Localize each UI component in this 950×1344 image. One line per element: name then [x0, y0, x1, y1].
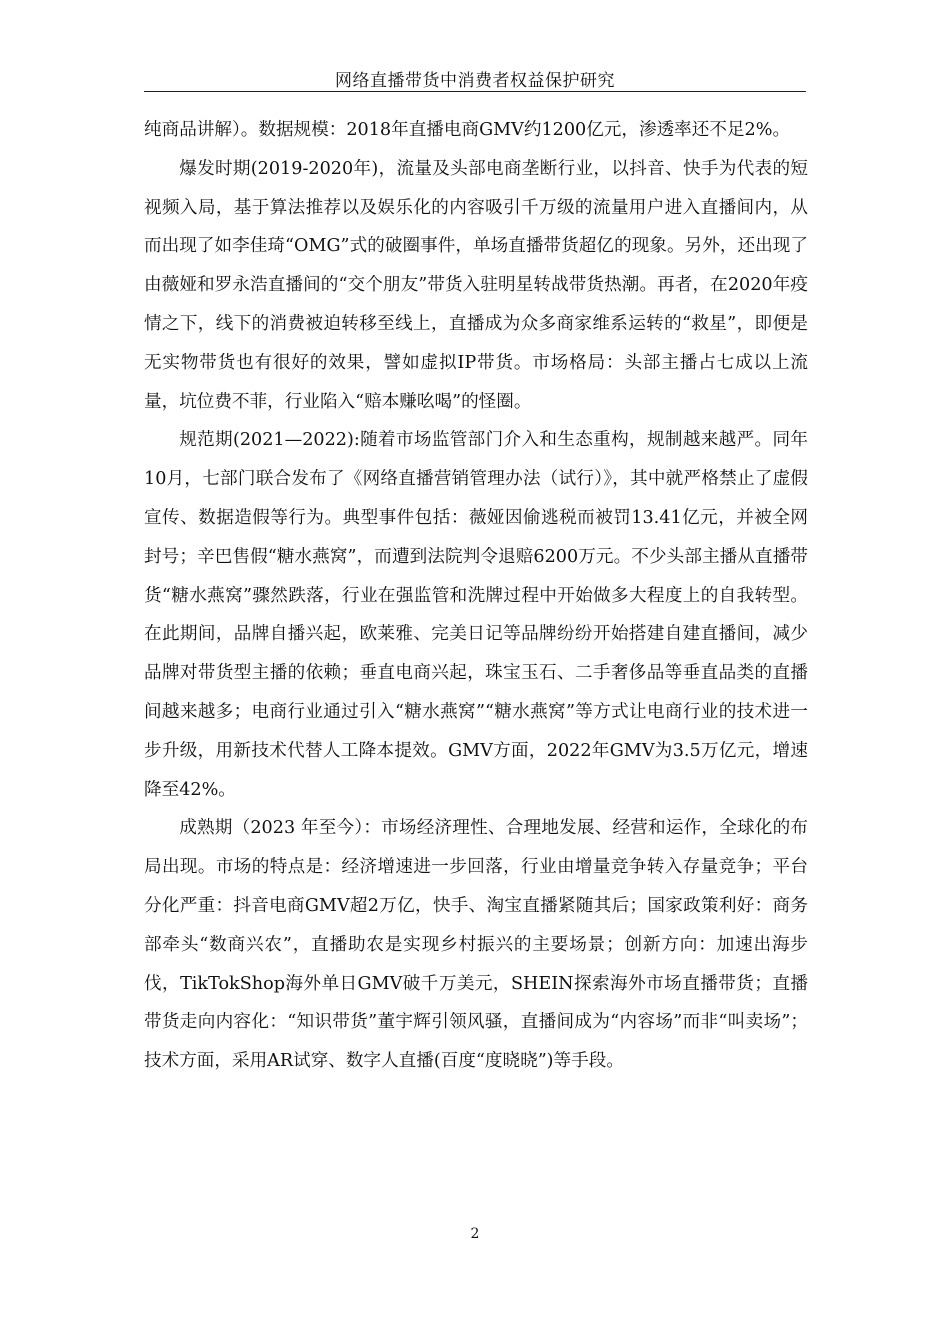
running-header-title: 网络直播带货中消费者权益保护研究 — [335, 71, 615, 91]
paragraph-regulation-period: 规范期(2021—2022):随着市场监管部门介入和生态重构，规制越来越严。同年10月，七部门联合发布了《网络直播营销管理办法（试行）》，其中就严格禁止了虚假宣传、数据造假等行为。典型事件包括：薇娅因偷逃税而被罚13.41亿元，并被全网封号；辛巴售假“糖水燕窝”，而遭到法院判令退赔6200万元。不少头部主播从直播带货“糖水燕窝”骤然跌落，行业在强监管和洗牌过程中开始做多大程度上的自我转型。在此期间，品牌自播兴起，欧莱雅、完美日记等品牌纷纷开始搭建自建直播间，减少品牌对带货型主播的依赖；垂直电商兴起，珠宝玉石、二手奢侈品等垂直品类的直播间越来越多；电商行业通过引入“糖水燕窝”“糖水燕窝”等方式让电商行业的技术进一步升级，用新技术代替人工降本提效。GMV方面，2022年GMV为3.5万亿元，增速降至42%。 — [144, 430, 808, 800]
paragraph-continued: 纯商品讲解）。数据规模：2018年直播电商GMV约1200亿元，渗透率还不足2%。 — [144, 120, 791, 140]
body-text — [144, 111, 808, 1081]
paragraph-maturity-period: 成熟期（2023 年至今）：市场经济理性、合理地发展、经营和运作，全球化的布局出现。市场的特点是：经济增速进一步回落，行业由增量竞争转入存量竞争；平台分化严重：抖音电商GMV超2万亿，快手、淘宝直播紧随其后；国家政策利好：商务部牵头“数商兴农”，直播助农是实现乡村振兴的主要场景；创新方向：加速出海步伐，TikTokShop海外单日GMV破千万美元，SHEIN探索海外市场直播带货；直播带货走向内容化：“知识带货”董宇辉引领风骚，直播间成为“内容场”而非“叫卖场”；技术方面，采用AR试穿、数字人直播(百度“度晓晓”)等手段。 — [144, 818, 808, 1072]
header-rule — [144, 91, 806, 92]
page-number: 2 — [470, 1226, 480, 1242]
paragraph-explosion-period: 爆发时期(2019-2020年)，流量及头部电商垄断行业，以抖音、快手为代表的短视频入局，基于算法推荐以及娱乐化的内容吸引千万级的流量用户进入直播间内，从而出现了如李佳琦“OMG”式的破圈事件，单场直播带货超亿的现象。另外，还出现了由薇娅和罗永浩直播间的“交个朋友”带货入驻明星转战带货热潮。再者，在2020年疫情之下，线下的消费被迫转移至线上，直播成为众多商家维系运转的“救星”，即便是无实物带货也有很好的效果，譬如虚拟IP带货。市场格局：头部主播占七成以上流量，坑位费不菲，行业陷入“赔本赚吆喝”的怪圈。 — [144, 158, 808, 412]
